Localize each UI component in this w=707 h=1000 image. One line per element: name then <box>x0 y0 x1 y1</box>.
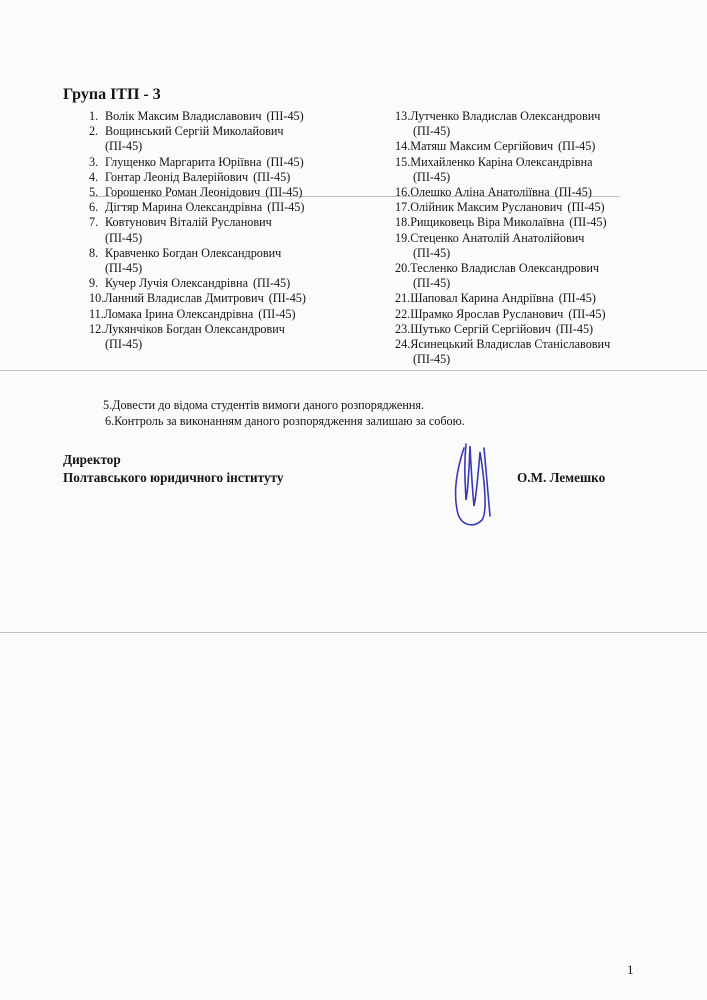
student-name: Матяш Максим Сергійович <box>410 139 554 154</box>
student-name: Дігтяр Марина Олександрівна <box>105 200 263 215</box>
student-name: Шутько Сергій Сергійович <box>410 321 551 336</box>
list-item-number: 19. <box>395 230 411 245</box>
instruction-item: 6.Контроль за виконанням даного розпорядження залишаю за собою. <box>105 414 465 428</box>
page-number: 1 <box>627 962 634 977</box>
student-group: (ПІ-45) <box>105 261 143 276</box>
handwritten-signature <box>444 436 504 531</box>
student-group: (ПІ-45) <box>413 352 451 367</box>
list-item <box>395 109 695 139</box>
list-item <box>395 337 695 367</box>
list-item <box>89 215 389 245</box>
student-name: Ланний Владислав Дмитрович <box>104 291 264 306</box>
student-group: (ПІ-45) <box>554 185 592 200</box>
student-name: Ковтунович Віталій Русланович <box>105 215 272 230</box>
signatory-name: О.М. Лемешко <box>517 470 606 485</box>
list-item <box>395 291 695 306</box>
student-name: Тесленко Владислав Олександрович <box>410 261 600 276</box>
student-group: (ПІ-45) <box>266 109 304 123</box>
student-list-right <box>395 109 695 367</box>
list-item-number: 16. <box>395 185 411 200</box>
student-group: (ПІ-45) <box>413 169 451 184</box>
list-item <box>89 276 389 291</box>
signatory-institution: Полтавського юридичного інституту <box>63 470 284 485</box>
list-item <box>89 185 389 200</box>
student-group: (ПІ-45) <box>253 169 291 184</box>
list-item-number: 23. <box>395 321 411 336</box>
student-list-left <box>89 109 389 352</box>
list-item <box>395 231 695 261</box>
list-item-number: 14. <box>395 139 411 154</box>
scan-line <box>0 370 707 371</box>
list-item <box>89 291 389 306</box>
list-item <box>395 215 695 230</box>
list-item <box>395 322 695 337</box>
list-item-number: 22. <box>395 306 411 321</box>
student-group: (ПІ-45) <box>558 139 596 154</box>
student-group: (ПІ-45) <box>266 154 304 169</box>
student-name: Ломака Ірина Олександрівна <box>103 306 254 321</box>
student-group: (ПІ-45) <box>567 200 605 215</box>
student-name: Ясинецький Владислав Станіславович <box>410 337 611 352</box>
student-name: Кучер Лучія Олександрівна <box>105 276 248 291</box>
group-title: Група ІТП - 3 <box>63 86 161 103</box>
student-group: (ПІ-45) <box>267 200 305 215</box>
list-item-number: 11. <box>89 306 104 321</box>
student-group: (ПІ-45) <box>265 185 303 200</box>
student-group: (ПІ-45) <box>105 337 143 352</box>
list-item <box>395 261 695 291</box>
student-name: Рищиковець Віра Миколаївна <box>410 215 565 230</box>
list-item <box>89 170 389 185</box>
list-item <box>89 307 389 322</box>
signatory-title: Директор <box>63 452 121 467</box>
list-item-number: 6. <box>89 200 99 215</box>
student-name: Олійник Максим Русланович <box>410 200 563 215</box>
instruction-item: 5.Довести до відома студентів вимоги даного розпорядження. <box>103 398 425 412</box>
list-item <box>89 124 389 154</box>
student-name: Гонтар Леонід Валерійович <box>105 169 249 184</box>
list-item <box>395 139 695 154</box>
list-item-number: 18. <box>395 215 411 230</box>
list-item-number: 7. <box>89 215 99 230</box>
student-group: (ПІ-45) <box>268 291 306 306</box>
list-item-number: 12. <box>89 321 105 336</box>
list-item <box>89 200 389 215</box>
student-group: (ПІ-45) <box>413 245 451 260</box>
student-name: Вощинський Сергій Миколайович <box>105 124 284 139</box>
student-name: Лукянчіков Богдан Олександрович <box>104 321 285 336</box>
list-item <box>395 185 695 200</box>
list-item-number: 1. <box>89 109 99 123</box>
list-item <box>89 246 389 276</box>
list-item-number: 8. <box>89 245 99 260</box>
list-item-number: 24. <box>395 337 411 352</box>
student-name: Лутченко Владислав Олександрович <box>410 109 601 123</box>
list-item <box>89 109 389 124</box>
list-item-number: 17. <box>395 200 411 215</box>
student-group: (ПІ-45) <box>413 124 451 139</box>
student-name: Михайленко Каріна Олександрівна <box>410 154 593 169</box>
student-group: (ПІ-45) <box>105 139 143 154</box>
list-item-number: 2. <box>89 124 99 139</box>
student-group: (ПІ-45) <box>258 306 296 321</box>
student-name: Кравченко Богдан Олександрович <box>105 245 282 260</box>
list-item-number: 15. <box>395 154 411 169</box>
list-item <box>395 200 695 215</box>
student-name: Глущенко Маргарита Юріївна <box>105 154 262 169</box>
student-group: (ПІ-45) <box>413 276 451 291</box>
list-item-number: 4. <box>89 169 99 184</box>
list-item <box>395 307 695 322</box>
list-item-number: 5. <box>89 185 99 200</box>
list-item-number: 21. <box>395 291 411 306</box>
student-group: (ПІ-45) <box>555 321 594 336</box>
scan-line <box>0 632 707 633</box>
student-name: Шрамко Ярослав Русланович <box>410 306 564 321</box>
student-group: (ПІ-45) <box>105 230 143 245</box>
student-group: (ПІ-45) <box>568 306 606 321</box>
student-name: Горошенко Роман Леонідович <box>105 185 261 200</box>
student-group: (ПІ-45) <box>252 276 291 291</box>
student-name: Стеценко Анатолій Анатолійович <box>410 230 585 245</box>
student-name: Олешко Аліна Анатоліївна <box>410 185 550 200</box>
student-name: Волік Максим Владиславович <box>105 109 262 123</box>
list-item-number: 10. <box>89 291 105 306</box>
student-group: (ПІ-45) <box>569 215 607 230</box>
student-name: Шаповал Карина Андріївна <box>410 291 554 306</box>
list-item-number: 3. <box>89 154 99 169</box>
list-item <box>89 155 389 170</box>
student-group: (ПІ-45) <box>558 291 596 306</box>
list-item <box>89 322 389 352</box>
list-item-number: 20. <box>395 261 411 276</box>
list-item-number: 9. <box>89 276 99 291</box>
list-item-number: 13. <box>395 109 411 123</box>
list-item <box>395 155 695 185</box>
